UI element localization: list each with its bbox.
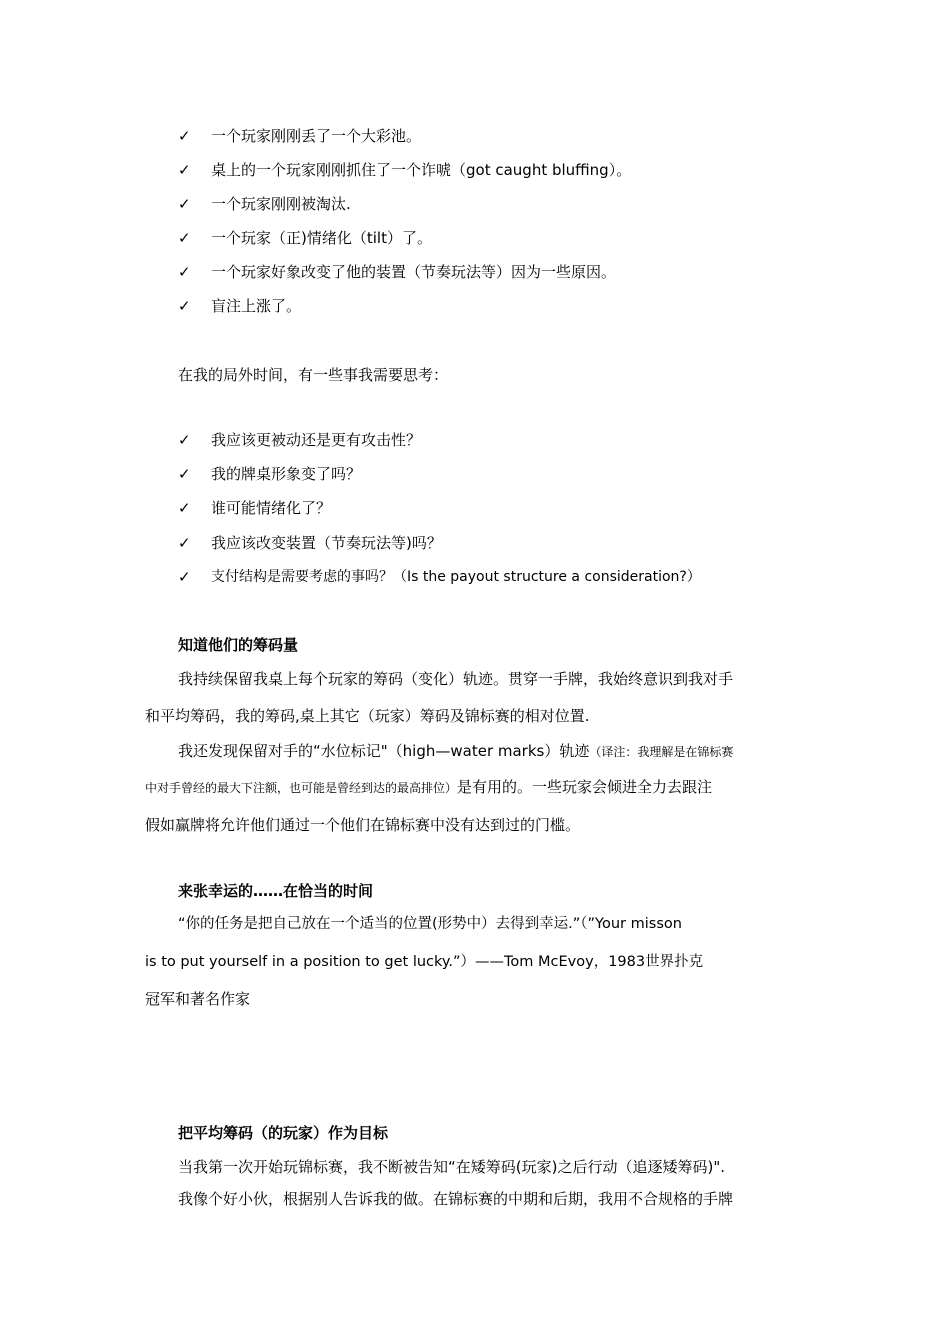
checkmark-icon: ✓ bbox=[178, 263, 191, 281]
paragraph-text: 我还发现保留对手的“水位标记"（high—water marks）轨迹 bbox=[178, 742, 590, 760]
paragraph-line: 我持续保留我桌上每个玩家的筹码（变化）轨迹。贯穿一手牌，我始终意识到我对手 bbox=[178, 670, 734, 688]
list-item: 桌上的一个玩家刚刚抓住了一个诈唬（got caught bluffing）。 bbox=[211, 161, 632, 179]
checkmark-icon: ✓ bbox=[178, 195, 191, 213]
checkmark-icon: ✓ bbox=[178, 465, 191, 483]
paragraph-line bbox=[178, 741, 733, 762]
translator-note: （译注：我理解是在锦标赛 bbox=[589, 745, 734, 759]
paragraph-text: 是有用的。一些玩家会倾进全力去跟注 bbox=[457, 778, 713, 796]
list-item: 盲注上涨了。 bbox=[211, 297, 302, 315]
list-item: 支付结构是需要考虑的事吗？（Is the payout structure a consideration?） bbox=[211, 569, 701, 585]
list-item: 我应该更被动还是更有攻击性？ bbox=[211, 431, 422, 449]
section-heading: 把平均筹码（的玩家）作为目标 bbox=[178, 1124, 389, 1142]
intro-text: 在我的局外时间，有一些事我需要思考： bbox=[178, 366, 449, 384]
list-item: 我应该改变装置（节奏玩法等)吗？ bbox=[211, 534, 442, 552]
list-item: 一个玩家好象改变了他的装置（节奏玩法等）因为一些原因。 bbox=[211, 263, 617, 281]
paragraph-line: 我像个好小伙，根据别人告诉我的做。在锦标赛的中期和后期，我用不合规格的手牌 bbox=[178, 1190, 734, 1208]
checkmark-icon: ✓ bbox=[178, 568, 191, 586]
paragraph-line bbox=[145, 777, 712, 798]
list-item: 一个玩家刚刚被淘汰. bbox=[211, 195, 351, 213]
section-heading: 知道他们的筹码量 bbox=[178, 636, 299, 654]
paragraph-line: 当我第一次开始玩锦标赛，我不断被告知“在矮筹码(玩家)之后行动（追逐矮筹码)". bbox=[178, 1158, 725, 1176]
checkmark-icon: ✓ bbox=[178, 229, 191, 247]
paragraph-line: 假如赢牌将允许他们通过一个他们在锦标赛中没有达到过的门槛。 bbox=[145, 816, 581, 834]
list-item: 一个玩家（正)情绪化（tilt）了。 bbox=[211, 229, 432, 247]
translator-note: 中对手曾经的最大下注额，也可能是曾经到达的最高排位） bbox=[145, 781, 458, 795]
checkmark-icon: ✓ bbox=[178, 127, 191, 145]
section-heading: 来张幸运的……在恰当的时间 bbox=[178, 882, 374, 900]
checkmark-icon: ✓ bbox=[178, 161, 191, 179]
quote-line: 冠军和著名作家 bbox=[145, 990, 251, 1008]
list-item: 谁可能情绪化了？ bbox=[211, 499, 332, 517]
paragraph-line: 和平均筹码，我的筹码,桌上其它（玩家）筹码及锦标赛的相对位置. bbox=[145, 707, 590, 725]
list-item: 一个玩家刚刚丢了一个大彩池。 bbox=[211, 127, 422, 145]
quote-line: “你的任务是把自己放在一个适当的位置(形势中）去得到幸运.”（”Your misson bbox=[178, 916, 682, 932]
list-item: 我的牌桌形象变了吗？ bbox=[211, 465, 362, 483]
checkmark-icon: ✓ bbox=[178, 499, 191, 517]
checkmark-icon: ✓ bbox=[178, 534, 191, 552]
checkmark-icon: ✓ bbox=[178, 297, 191, 315]
quote-line: is to put yourself in a position to get lucky.”）——Tom McEvoy，1983世界扑克 bbox=[145, 954, 704, 970]
checkmark-icon: ✓ bbox=[178, 431, 191, 449]
